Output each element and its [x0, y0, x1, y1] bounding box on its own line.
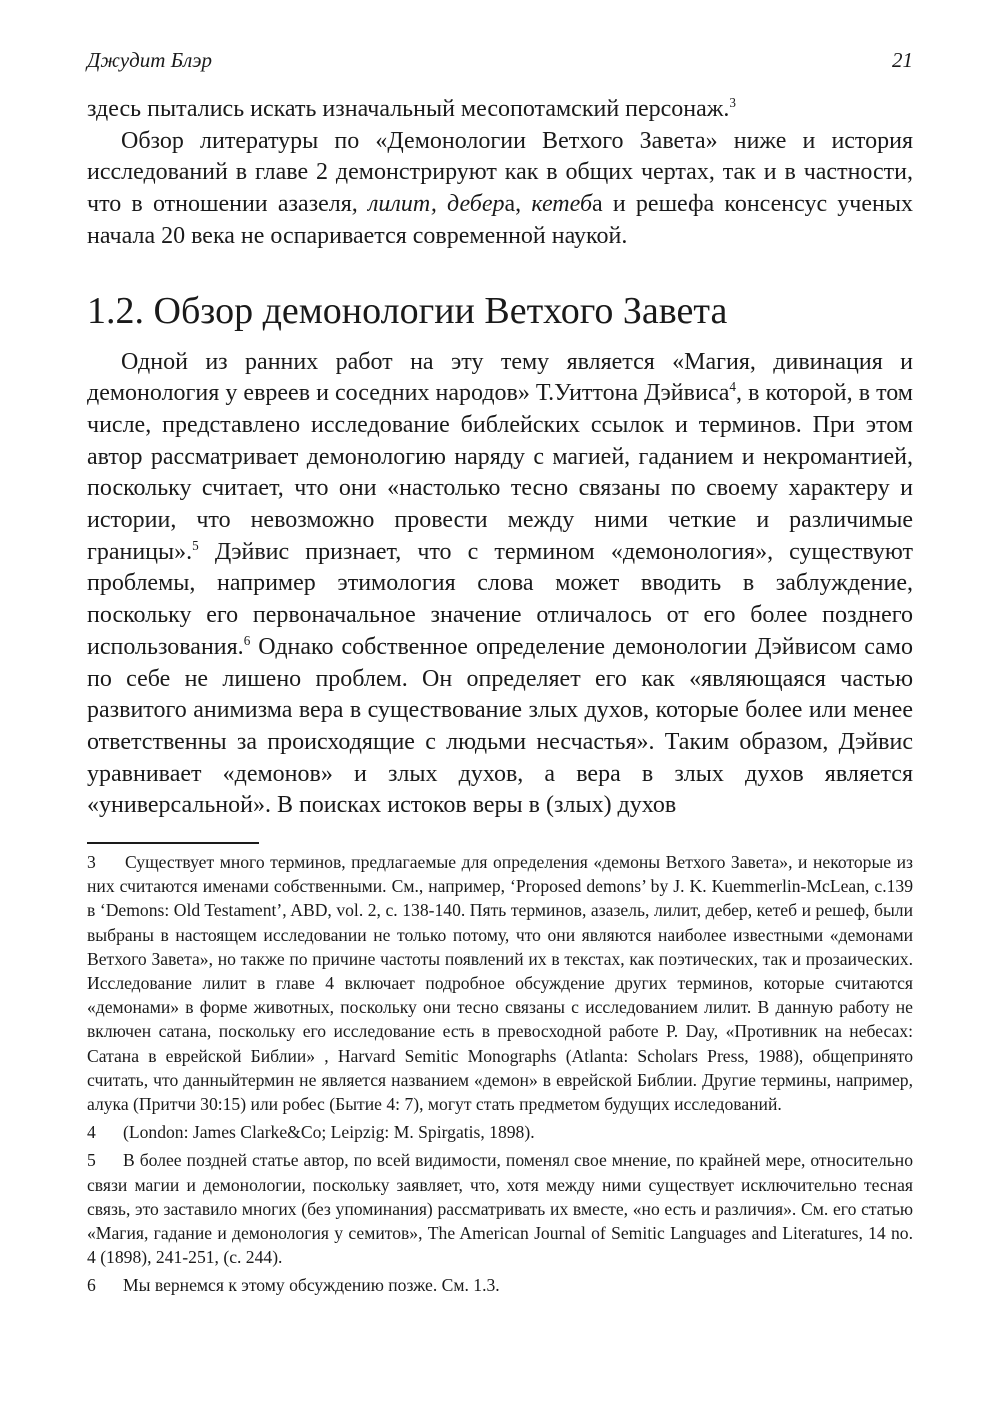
section-paragraph-text-4: Однако собственное определение демонологии Дэйвисом само по себе не лишено проблем. Он определяет его как «являющаяся частью развитого анимизма вера в существование злых духов, которые более или менее ответственны за происходящие с людьми несчастья». Таким образом, Дэйвис уравнивает «демонов» и злых духов, а вера в злых духов является «универсальной». В поисках истоков веры в (злых) духов — [87, 633, 913, 819]
intro-paragraph-text-c: а, — [504, 191, 532, 218]
intro-line-text: здесь пытались искать изначальный месопотамский персонаж. — [87, 96, 730, 122]
footnote-6 — [87, 1273, 913, 1297]
footnote-number: 5 — [87, 1150, 96, 1171]
section-paragraph-text-1: Одной из ранних работ на эту тему является «Магия, дивинация и демонология у евреев и соседних народов» Т.Уиттона Дэйвиса — [87, 348, 913, 407]
intro-paragraph-italic-d: кетеб — [531, 191, 593, 218]
footnote-ref-4: 4 — [729, 379, 737, 395]
footnotes — [87, 850, 913, 1302]
footnote-divider — [87, 842, 259, 844]
main-text — [87, 94, 913, 822]
intro-paragraph — [87, 126, 913, 253]
footnote-text: Существует много терминов, предлагаемые для определения «демоны Ветхого Завета», и некоторые из них считаются именами собственными. См., например, ‘Proposed demons’ by J. K. Kuemmerlin-McLean, с.139 в ‘Demons: Old Testament’, ABD, vol. 2, с. 138-140. Пять терминов, азазель, лилит, дебер, кетеб и решеф, были выбраны в настоящем исследовании не только потому, что они являются наиболее известными «демонами Ветхого Завета», но также по причине частоты появлений их в текстах, как поэтических, так и прозаических. Исследование лилит в главе 4 включает подробное обсуждение других терминов, которые считаются «демонами» в форме животных, поскольку они тесно связаны с исследованием лилит. В данную работу не включен сатана, поскольку его исследование есть в превосходной работе P. Day, «Противник на небесах: Сатана в еврейской Библии» , Harvard Semitic Monographs (Atlanta: Scholars Press, 1988), общепринято считать, что данныйтермин не является названием «демон» в еврейской Библии. Другие термины, например, алука (Притчи 30:15) или робес (Бытие 4: 7), могут стать предметом будущих исследований. — [87, 852, 913, 1115]
footnote-number: 6 — [87, 1275, 96, 1296]
intro-paragraph-italic-b: , лилит, дебер — [351, 191, 505, 218]
footnote-5 — [87, 1148, 913, 1269]
footnote-4 — [87, 1120, 913, 1144]
section-heading: 1.2. Обзор демонологии Ветхого Завета — [87, 289, 728, 332]
section-paragraph — [87, 347, 913, 823]
footnote-number: 4 — [87, 1122, 96, 1143]
footnote-text: В более поздней статье автор, по всей видимости, поменял свое мнение, по крайней мере, относительно связи магии и демонологии, поскольку заявляет, что, хотя между ними существует исключительно тесная связь, это заставило многих (без упоминания) рассматривать их вместе, «но есть и различия». См. его статью «Магия, гадание и демонология у семитов», The American Journal of Semitic Languages and Literatures, 14 no. 4 (1898), 241-251, (с. 244). — [87, 1150, 913, 1268]
section-paragraph-text-3: Дэйвис признает, что с термином «демонология», существуют проблемы, например этимология слова может вводить в заблуждение, поскольку его первоначальное значение отличалось от его более позднего использования. — [87, 538, 913, 660]
footnote-ref-5: 5 — [192, 537, 199, 553]
section-paragraph-text-2: , в которой, в том числе, представлено исследование библейских ссылок и терминов. При этом автор рассматривает демонологию наряду с магией, гаданием и некромантией, поскольку считает, что они «настолько тесно связаны по своему характеру и истории, что невозможно провести между ними четкие и различимые границы». — [87, 380, 913, 565]
running-header-author: Джудит Блэр — [87, 48, 212, 72]
footnote-text: (London: James Clarke&Co; Leipzig: M. Spirgatis, 1898). — [123, 1122, 535, 1143]
intro-paragraph-text-e: а и решефа консенсус ученых начала 20 века не оспаривается современной наукой. — [87, 191, 913, 249]
footnote-3 — [87, 850, 913, 1116]
page-number: 21 — [892, 48, 913, 72]
footnote-number: 3 — [87, 852, 96, 872]
intro-line — [87, 94, 913, 126]
footnote-ref-6: 6 — [243, 632, 251, 648]
footnote-ref-3: 3 — [729, 95, 736, 110]
footnote-text: Мы вернемся к этому обсуждению позже. См. 1.3. — [123, 1275, 500, 1296]
running-header — [87, 48, 913, 78]
intro-paragraph-text-a: Обзор литературы по «Демонологии Ветхого Завета» ниже и история исследований в главе 2 демонстрируют как в общих чертах, так и в частности, что в отношении азазеля — [87, 127, 913, 218]
